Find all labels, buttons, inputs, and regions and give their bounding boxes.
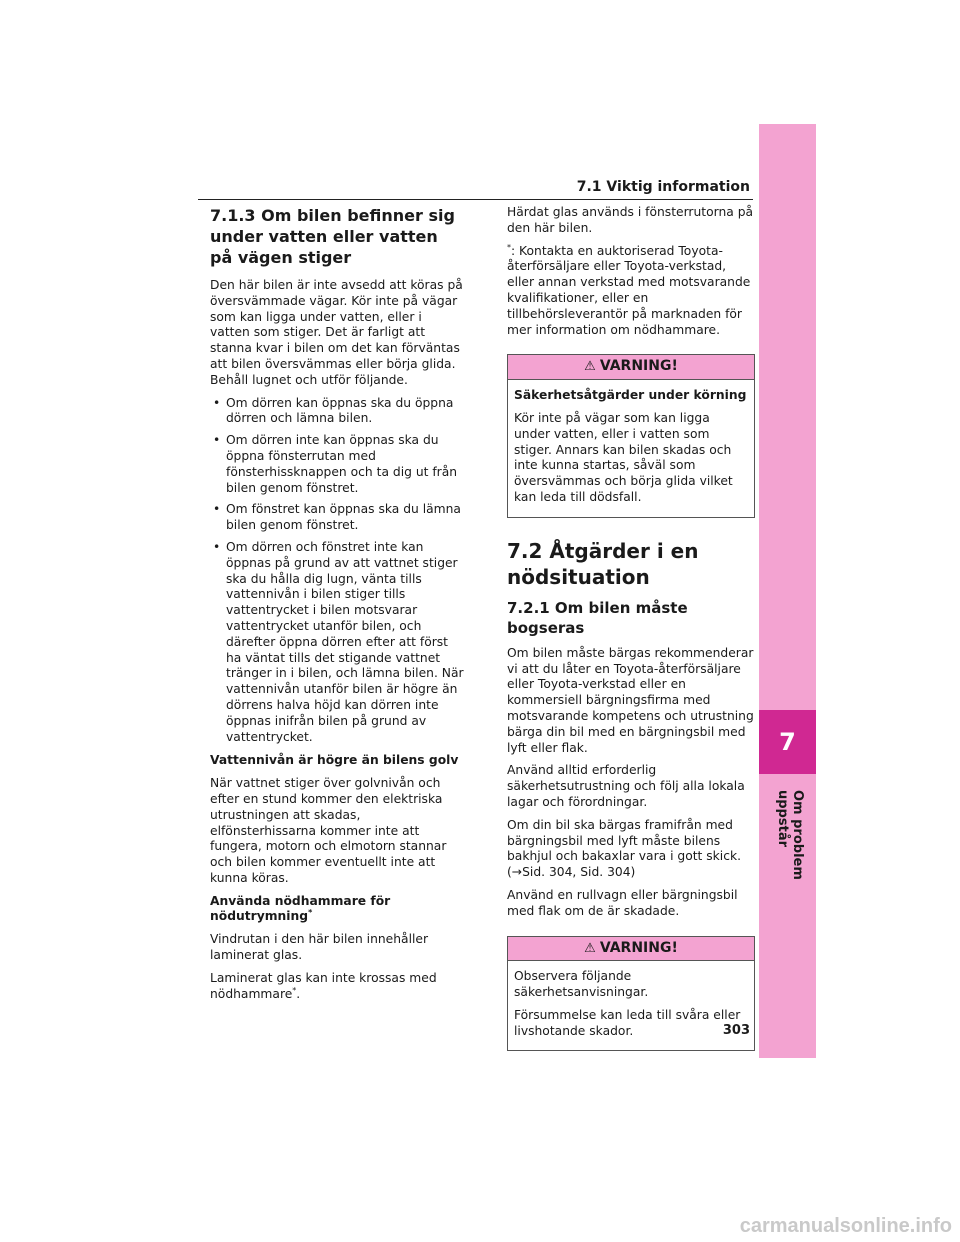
tempered-glass-paragraph: Härdat glas används i fönsterrutorna på den här bilen. [507, 205, 754, 235]
warning-box-driving [507, 354, 755, 517]
warning-body [508, 961, 754, 1050]
chapter-number: 7 [759, 710, 816, 774]
list-item: • Om dörren inte kan öppnas ska du öppna fönsterrutan med fönsterhissknappen och ta dig ut från bilen genom fönstret. [210, 433, 465, 496]
towing-paragraph: Om bilen måste bärgas rekommenderar vi att du låter en Toyota-återförsäljare eller Toyota-verkstad eller en kommersiell bärgningsfirma med motsvarande kompetens och utrustning bärga din bil med en bärgningsbil med lyft eller flak. [507, 645, 754, 755]
list-item: • Om dörren och fönstret inte kan öppnas på grund av att vattnet stiger ska du hålla dig lugn, vänta tills vattennivån i bilen stiger tills vattentrycket i bilen motsvarar vattentrycket utanför bilen, och därefter öppna dörren efter att först ha väntat tills det stigande vattnet tränger in i bilen, och lämna bilen. När vattennivån utanför bilen är högre än dörrens halva höjd kan dörren inte öppnas inifrån bilen på grund av vattentrycket. [210, 540, 465, 745]
header-rule [198, 199, 753, 200]
subheading-water-level: Vattennivån är högre än bilens golv [210, 753, 459, 768]
intro-paragraph: Den här bilen är inte avsedd att köras på översvämmade vägar. Kör inte på vägar som kan ligga under vatten, eller i vatten som stiger. Det är farligt att stanna kvar i bilen om det kan förväntas att bilen översvämmas eller börja glida. Behåll lugnet och utför följande. [210, 278, 463, 387]
dolly-paragraph: Använd en rullvagn eller bärgningsbil med flak om de är skadade. [507, 887, 738, 918]
warning-text: Försummelse kan leda till svåra eller livshotande skador. [514, 1007, 741, 1038]
warning-subtitle: Säkerhetsåtgärder under körning [514, 388, 747, 403]
chapter-side-tab [759, 124, 816, 1058]
action-list [210, 396, 465, 746]
laminated-glass-paragraph: Vindrutan i den här bilen innehåller laminerat glas. [210, 932, 429, 963]
hammer-paragraph: Laminerat glas kan inte krossas med nödhammare*. [210, 970, 437, 1001]
section-heading-7-2: 7.2 Åtgärder i en nödsituation [507, 538, 699, 589]
warning-box-towing [507, 936, 755, 1052]
warning-text: Kör inte på vägar som kan ligga under vatten, eller i vatten som stiger. Annars kan bilen skadas och inte kunna startas, såväl som översvämmas och börja glida vilket kan leda till dödsfall. [514, 410, 733, 504]
right-column [507, 205, 755, 1071]
front-towing-paragraph: Om din bil ska bärgas framifrån med bärgningsbil med lyft måste bilens bakhjul och bakaxlar vara i gott skick. (→Sid. 304, Sid. 304) [507, 817, 742, 880]
warning-header: ⚠ VARNING! [508, 937, 754, 962]
page-number: 303 [722, 1023, 750, 1038]
section-heading-7-1-3: 7.1.3 Om bilen befinner sig under vatten eller vatten på vägen stiger [210, 206, 455, 267]
section-heading-7-2-1: 7.2.1 Om bilen måste bogseras [507, 598, 688, 637]
subheading-emergency-hammer: Använda nödhammare för nödutrymning* [210, 893, 391, 924]
warning-body [508, 380, 754, 517]
watermark: carmanualsonline.info [739, 1215, 952, 1237]
safety-equipment-paragraph: Använd alltid erforderlig säkerhetsutrustning och följ alla lokala lagar och förordningar. [507, 763, 745, 809]
warning-header: ⚠ VARNING! [508, 355, 754, 380]
running-header: 7.1 Viktig information [576, 179, 750, 195]
warning-triangle-icon: ⚠ [584, 940, 596, 956]
water-level-paragraph: När vattnet stiger över golvnivån och efter en stund kommer den elektriska utrustningen att skadas, elfönsterhissarna kommer inte att fungera, motorn och elmotorn stannar och bilen kommer eventuellt inte att kunna köras. [210, 776, 447, 885]
warning-triangle-icon: ⚠ [584, 359, 596, 375]
warning-text: Observera följande säkerhetsanvisningar. [514, 969, 649, 1000]
chapter-label: Om problem uppstår [775, 790, 805, 880]
footnote: *: Kontakta en auktoriserad Toyota-återförsäljare eller Toyota-verkstad, eller annan verkstad med motsvarande kvalifikationer, eller en tillbehörsleverantör på marknaden för mer information om nödhammare. [507, 242, 751, 337]
list-item: • Om dörren kan öppnas ska du öppna dörren och lämna bilen. [210, 396, 465, 428]
list-item: • Om fönstret kan öppnas ska du lämna bilen genom fönstret. [210, 502, 465, 534]
left-column [210, 205, 465, 1009]
